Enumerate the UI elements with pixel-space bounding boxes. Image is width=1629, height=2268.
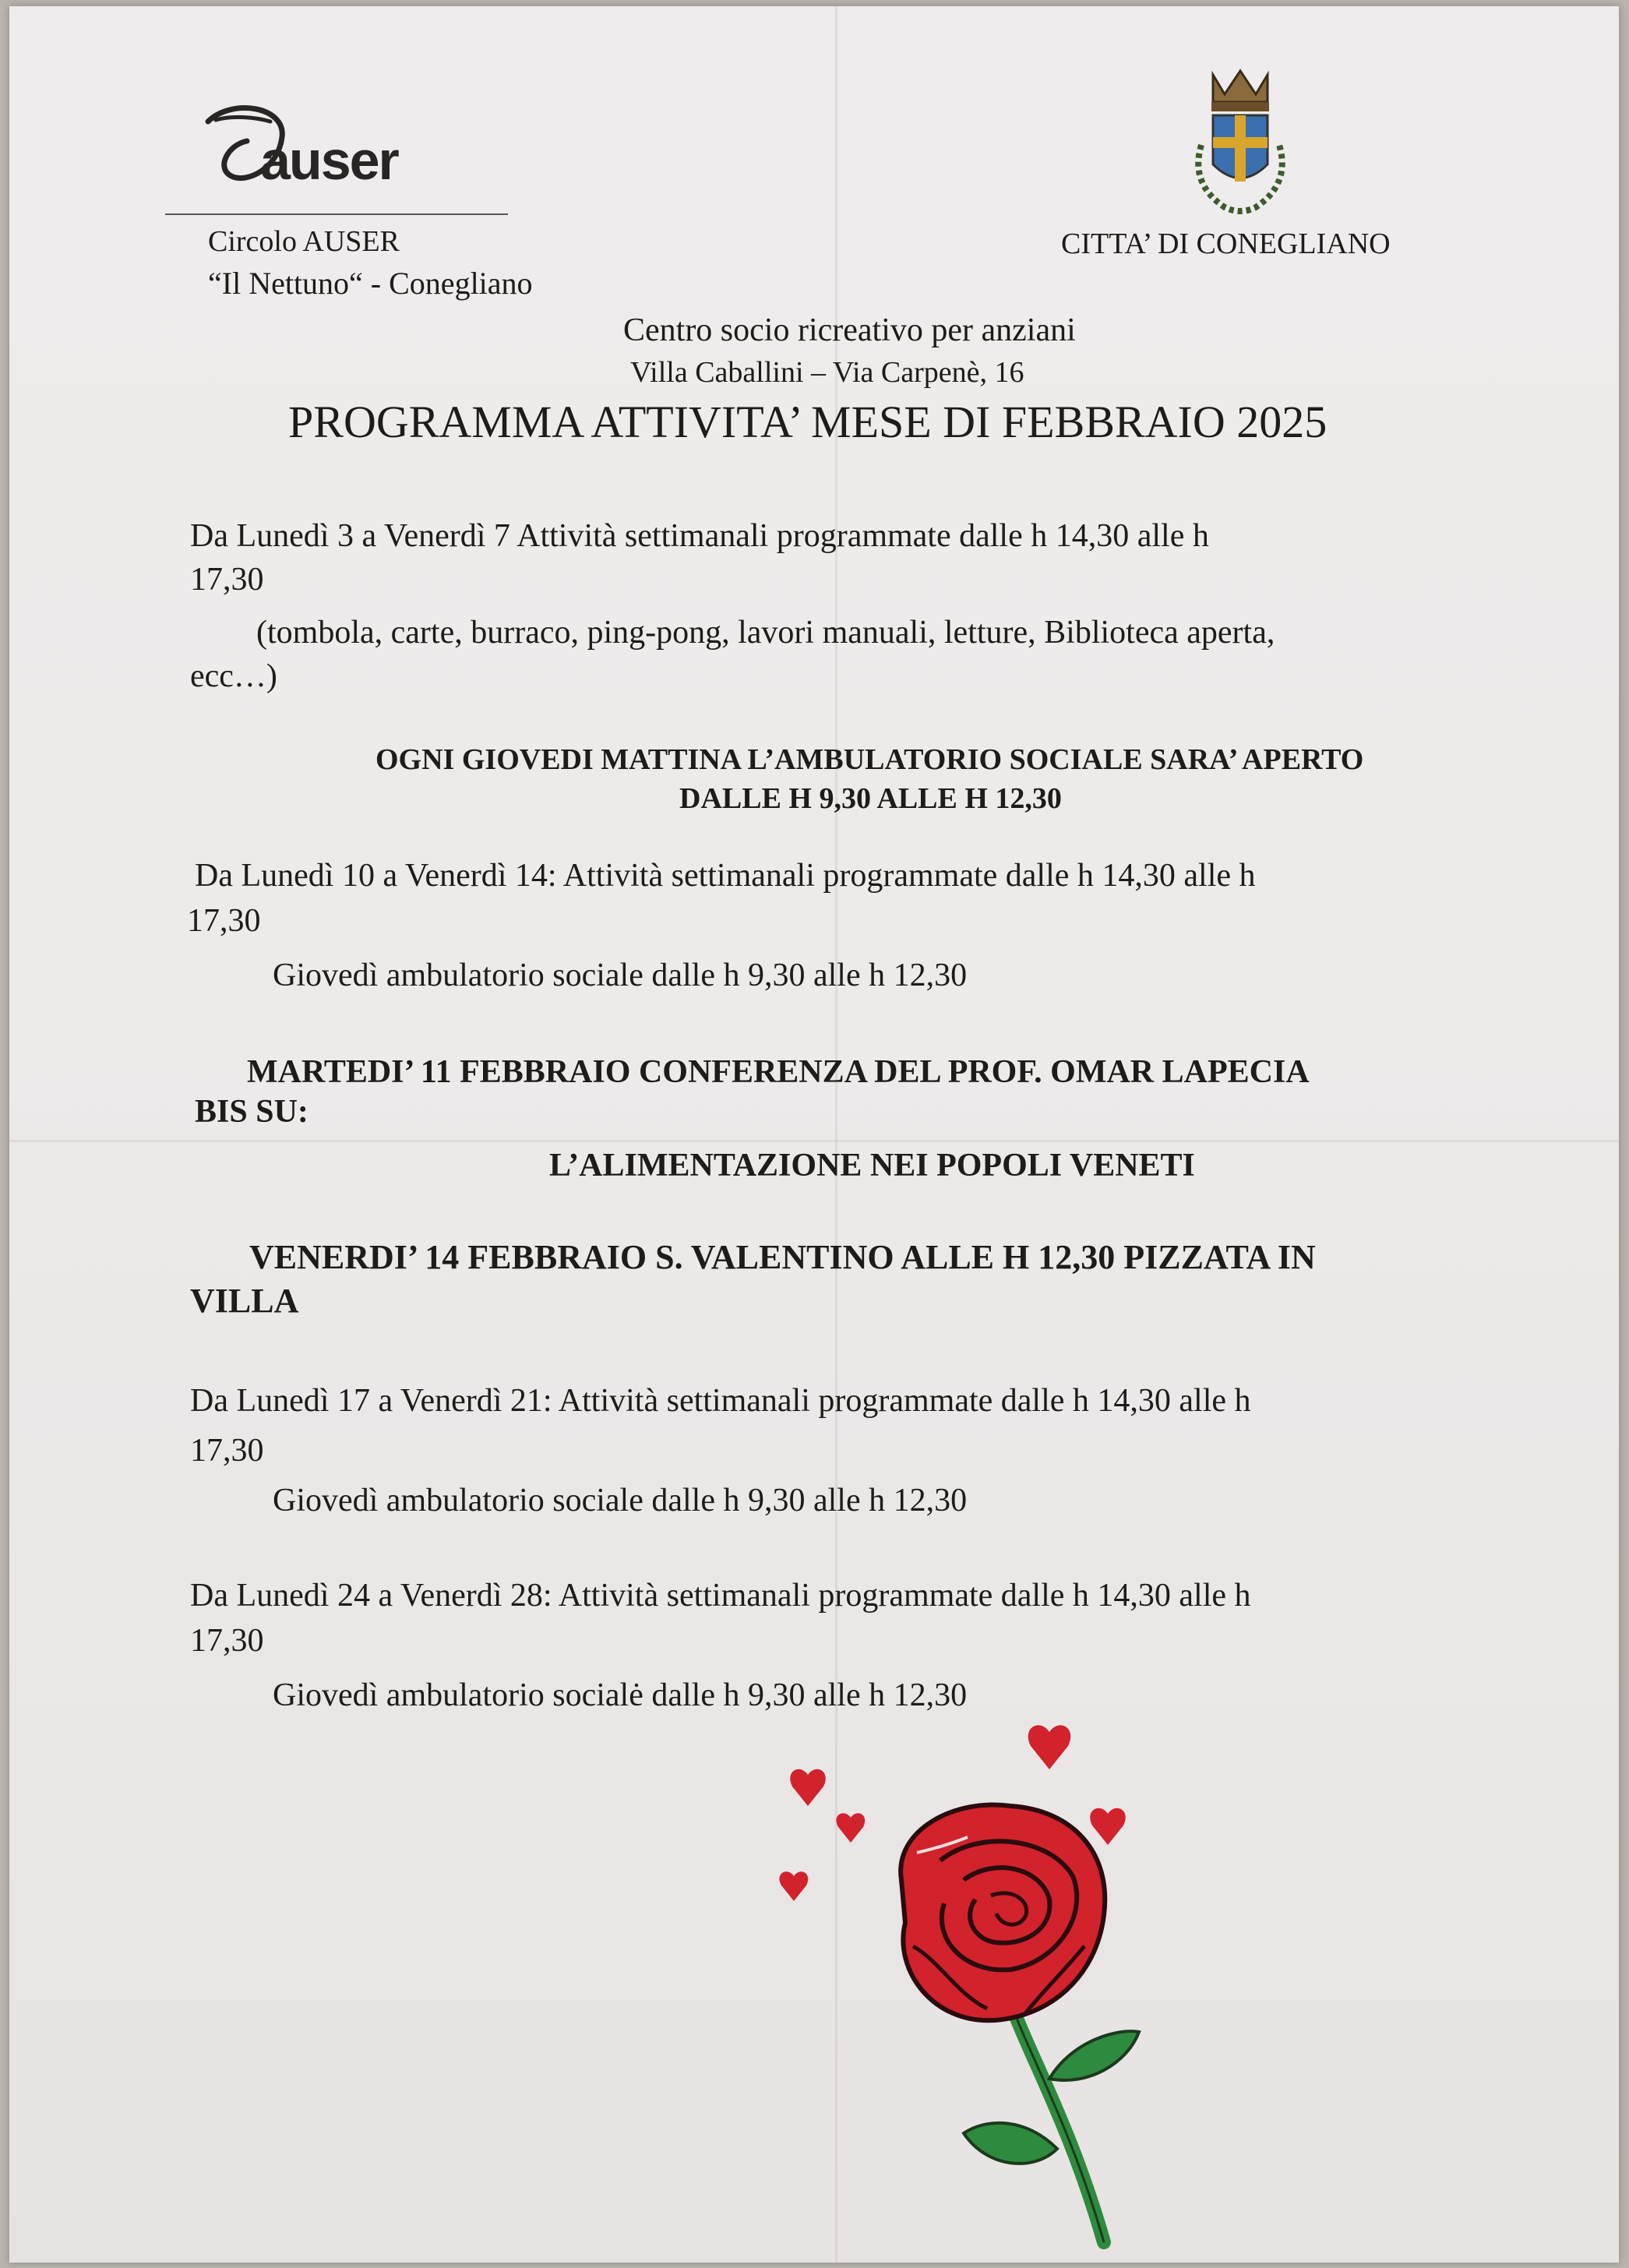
valentine-line2: VILLA bbox=[190, 1282, 299, 1320]
week4-giovedi: Giovedì ambulatorio socialė dalle h 9,30 alle h 12,30 bbox=[273, 1677, 968, 1713]
circolo-label: Circolo AUSER bbox=[208, 225, 400, 258]
auser-logo-text: auser bbox=[260, 130, 398, 191]
city-label: CITTA’ DI CONEGLIANO bbox=[1061, 228, 1391, 260]
heart-icon bbox=[1028, 1725, 1071, 1769]
conference-line1: MARTEDI’ 11 FEBBRAIO CONFERENZA DEL PROF. OMAR LAPECIA bbox=[247, 1054, 1310, 1090]
week4-line2: 17,30 bbox=[190, 1623, 264, 1659]
rose-drawing bbox=[777, 1712, 1369, 2258]
week3-giovedi: Giovedì ambulatorio sociale dalle h 9,30 alle h 12,30 bbox=[273, 1483, 968, 1518]
heart-icon bbox=[1090, 1808, 1125, 1845]
week2-line2: 17,30 bbox=[187, 903, 261, 939]
heart-icon bbox=[779, 1871, 808, 1901]
week1-activities-2: ecc…) bbox=[190, 658, 277, 694]
ambulatorio-notice-2: DALLE H 9,30 ALLE H 12,30 bbox=[679, 782, 1062, 815]
flyer-sheet bbox=[9, 6, 1619, 2263]
week2-giovedi: Giovedì ambulatorio sociale dalle h 9,30 alle h 12,30 bbox=[273, 958, 968, 993]
week1-text: Da Lunedì 3 a Venerdì 7 Attività settimanali programmate dalle h 14,30 alle h bbox=[190, 518, 1209, 554]
circolo-name: “Il Nettuno“ - Conegliano bbox=[208, 266, 533, 301]
heart-icon bbox=[836, 1813, 865, 1843]
ambulatorio-notice-1: OGNI GIOVEDI MATTINA L’AMBULATORIO SOCIALE SARA’ APERTO bbox=[376, 743, 1364, 776]
programme-title: PROGRAMMA ATTIVITA’ MESE DI FEBBRAIO 2025 bbox=[288, 397, 1328, 447]
week2-line1: Da Lunedì 10 a Venerdì 14: Attività settimanali programmate dalle h 14,30 alle h bbox=[195, 858, 1256, 894]
valentine-line1: VENERDI’ 14 FEBBRAIO S. VALENTINO ALLE H 12,30 PIZZATA IN bbox=[249, 1238, 1316, 1276]
heart-icon bbox=[790, 1769, 825, 1806]
conference-topic: L’ALIMENTAZIONE NEI POPOLI VENETI bbox=[549, 1148, 1195, 1183]
week4-line1: Da Lunedì 24 a Venerdì 28: Attività settimanali programmate dalle h 14,30 alle h bbox=[190, 1578, 1251, 1614]
centre-address: Villa Caballini – Via Carpenè, 16 bbox=[630, 356, 1024, 389]
logo-underline bbox=[165, 213, 508, 215]
week1-line1 bbox=[190, 513, 1209, 556]
conference-line2: BIS SU: bbox=[195, 1094, 309, 1130]
week1-activities-1: (tombola, carte, burraco, ping-pong, lavori manuali, letture, Biblioteca aperta, bbox=[256, 615, 1275, 651]
conegliano-coat-of-arms-icon bbox=[1182, 59, 1299, 227]
week3-line1: Da Lunedì 17 a Venerdì 21: Attività settimanali programmate dalle h 14,30 alle h bbox=[190, 1383, 1251, 1419]
week3-line2: 17,30 bbox=[190, 1433, 264, 1469]
paper-fold-horizontal bbox=[9, 1140, 1619, 1142]
week1-line2: 17,30 bbox=[190, 562, 264, 598]
centre-name: Centro socio ricreativo per anziani bbox=[623, 312, 1076, 348]
